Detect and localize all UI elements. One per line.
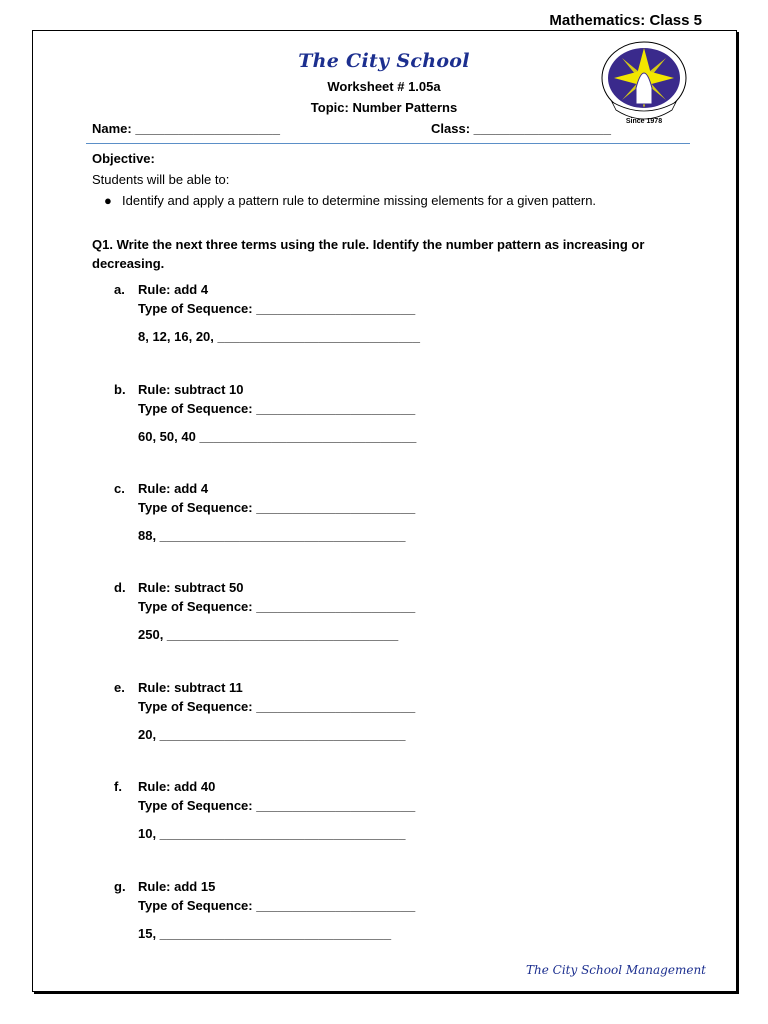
item-rule: Rule: add 15 <box>138 879 216 894</box>
question-item-b <box>0 382 768 462</box>
footer-text: The City School Management <box>526 963 706 977</box>
terms-answer-field[interactable]: 250, ________________________________ <box>138 627 399 642</box>
sequence-type-field[interactable]: Type of Sequence: ______________________ <box>138 699 416 714</box>
terms-answer-field[interactable]: 88, __________________________________ <box>138 528 406 543</box>
sequence-type-field[interactable]: Type of Sequence: ______________________ <box>138 500 416 515</box>
item-rule: Rule: add 40 <box>138 779 216 794</box>
sequence-type-field[interactable]: Type of Sequence: ______________________ <box>138 301 416 316</box>
question-item-d <box>0 580 768 660</box>
school-logo-icon <box>598 38 690 130</box>
item-rule: Rule: add 4 <box>138 481 209 496</box>
worksheet-number: Worksheet # 1.05a <box>327 79 441 94</box>
item-letter: e. <box>114 680 125 695</box>
objective-heading: Objective: <box>92 151 155 166</box>
question-item-e <box>0 680 768 760</box>
sequence-type-field[interactable]: Type of Sequence: ______________________ <box>138 798 416 813</box>
objective-bullet: Identify and apply a pattern rule to determine missing elements for a given pattern. <box>122 193 597 208</box>
sequence-type-field[interactable]: Type of Sequence: ______________________ <box>138 898 416 913</box>
item-rule: Rule: add 4 <box>138 282 209 297</box>
objective-intro: Students will be able to: <box>92 172 230 187</box>
terms-answer-field[interactable]: 60, 50, 40 ______________________________ <box>138 429 417 444</box>
item-letter: b. <box>114 382 126 397</box>
subject-header: Mathematics: Class 5 <box>549 12 702 29</box>
item-letter: f. <box>114 779 122 794</box>
class-field[interactable]: Class: ___________________ <box>431 121 612 136</box>
since-label: Since 1978 <box>625 118 663 125</box>
question-text: Q1. Write the next three terms using the rule. Identify the number pattern as increasing or decreasing. <box>92 237 645 271</box>
sequence-type-field[interactable]: Type of Sequence: ______________________ <box>138 599 416 614</box>
item-letter: d. <box>114 580 126 595</box>
sequence-type-field[interactable]: Type of Sequence: ______________________ <box>138 401 416 416</box>
name-field[interactable]: Name: ____________________ <box>92 121 280 136</box>
header-divider <box>86 143 690 144</box>
question-item-c <box>0 481 768 561</box>
school-title: The City School <box>298 50 470 72</box>
terms-answer-field[interactable]: 8, 12, 16, 20, ____________________________ <box>138 329 420 344</box>
terms-answer-field[interactable]: 15, ________________________________ <box>138 926 392 941</box>
item-rule: Rule: subtract 10 <box>138 382 244 397</box>
item-rule: Rule: subtract 11 <box>138 680 243 695</box>
question-item-a <box>0 282 768 362</box>
item-letter: c. <box>114 481 125 496</box>
question-item-g <box>0 879 768 959</box>
bullet-icon: ● <box>104 193 112 208</box>
question-item-f <box>0 779 768 859</box>
item-letter: a. <box>114 282 125 297</box>
item-rule: Rule: subtract 50 <box>138 580 244 595</box>
item-letter: g. <box>114 879 126 894</box>
terms-answer-field[interactable]: 20, __________________________________ <box>138 727 406 742</box>
terms-answer-field[interactable]: 10, __________________________________ <box>138 826 406 841</box>
worksheet-topic: Topic: Number Patterns <box>310 100 458 115</box>
